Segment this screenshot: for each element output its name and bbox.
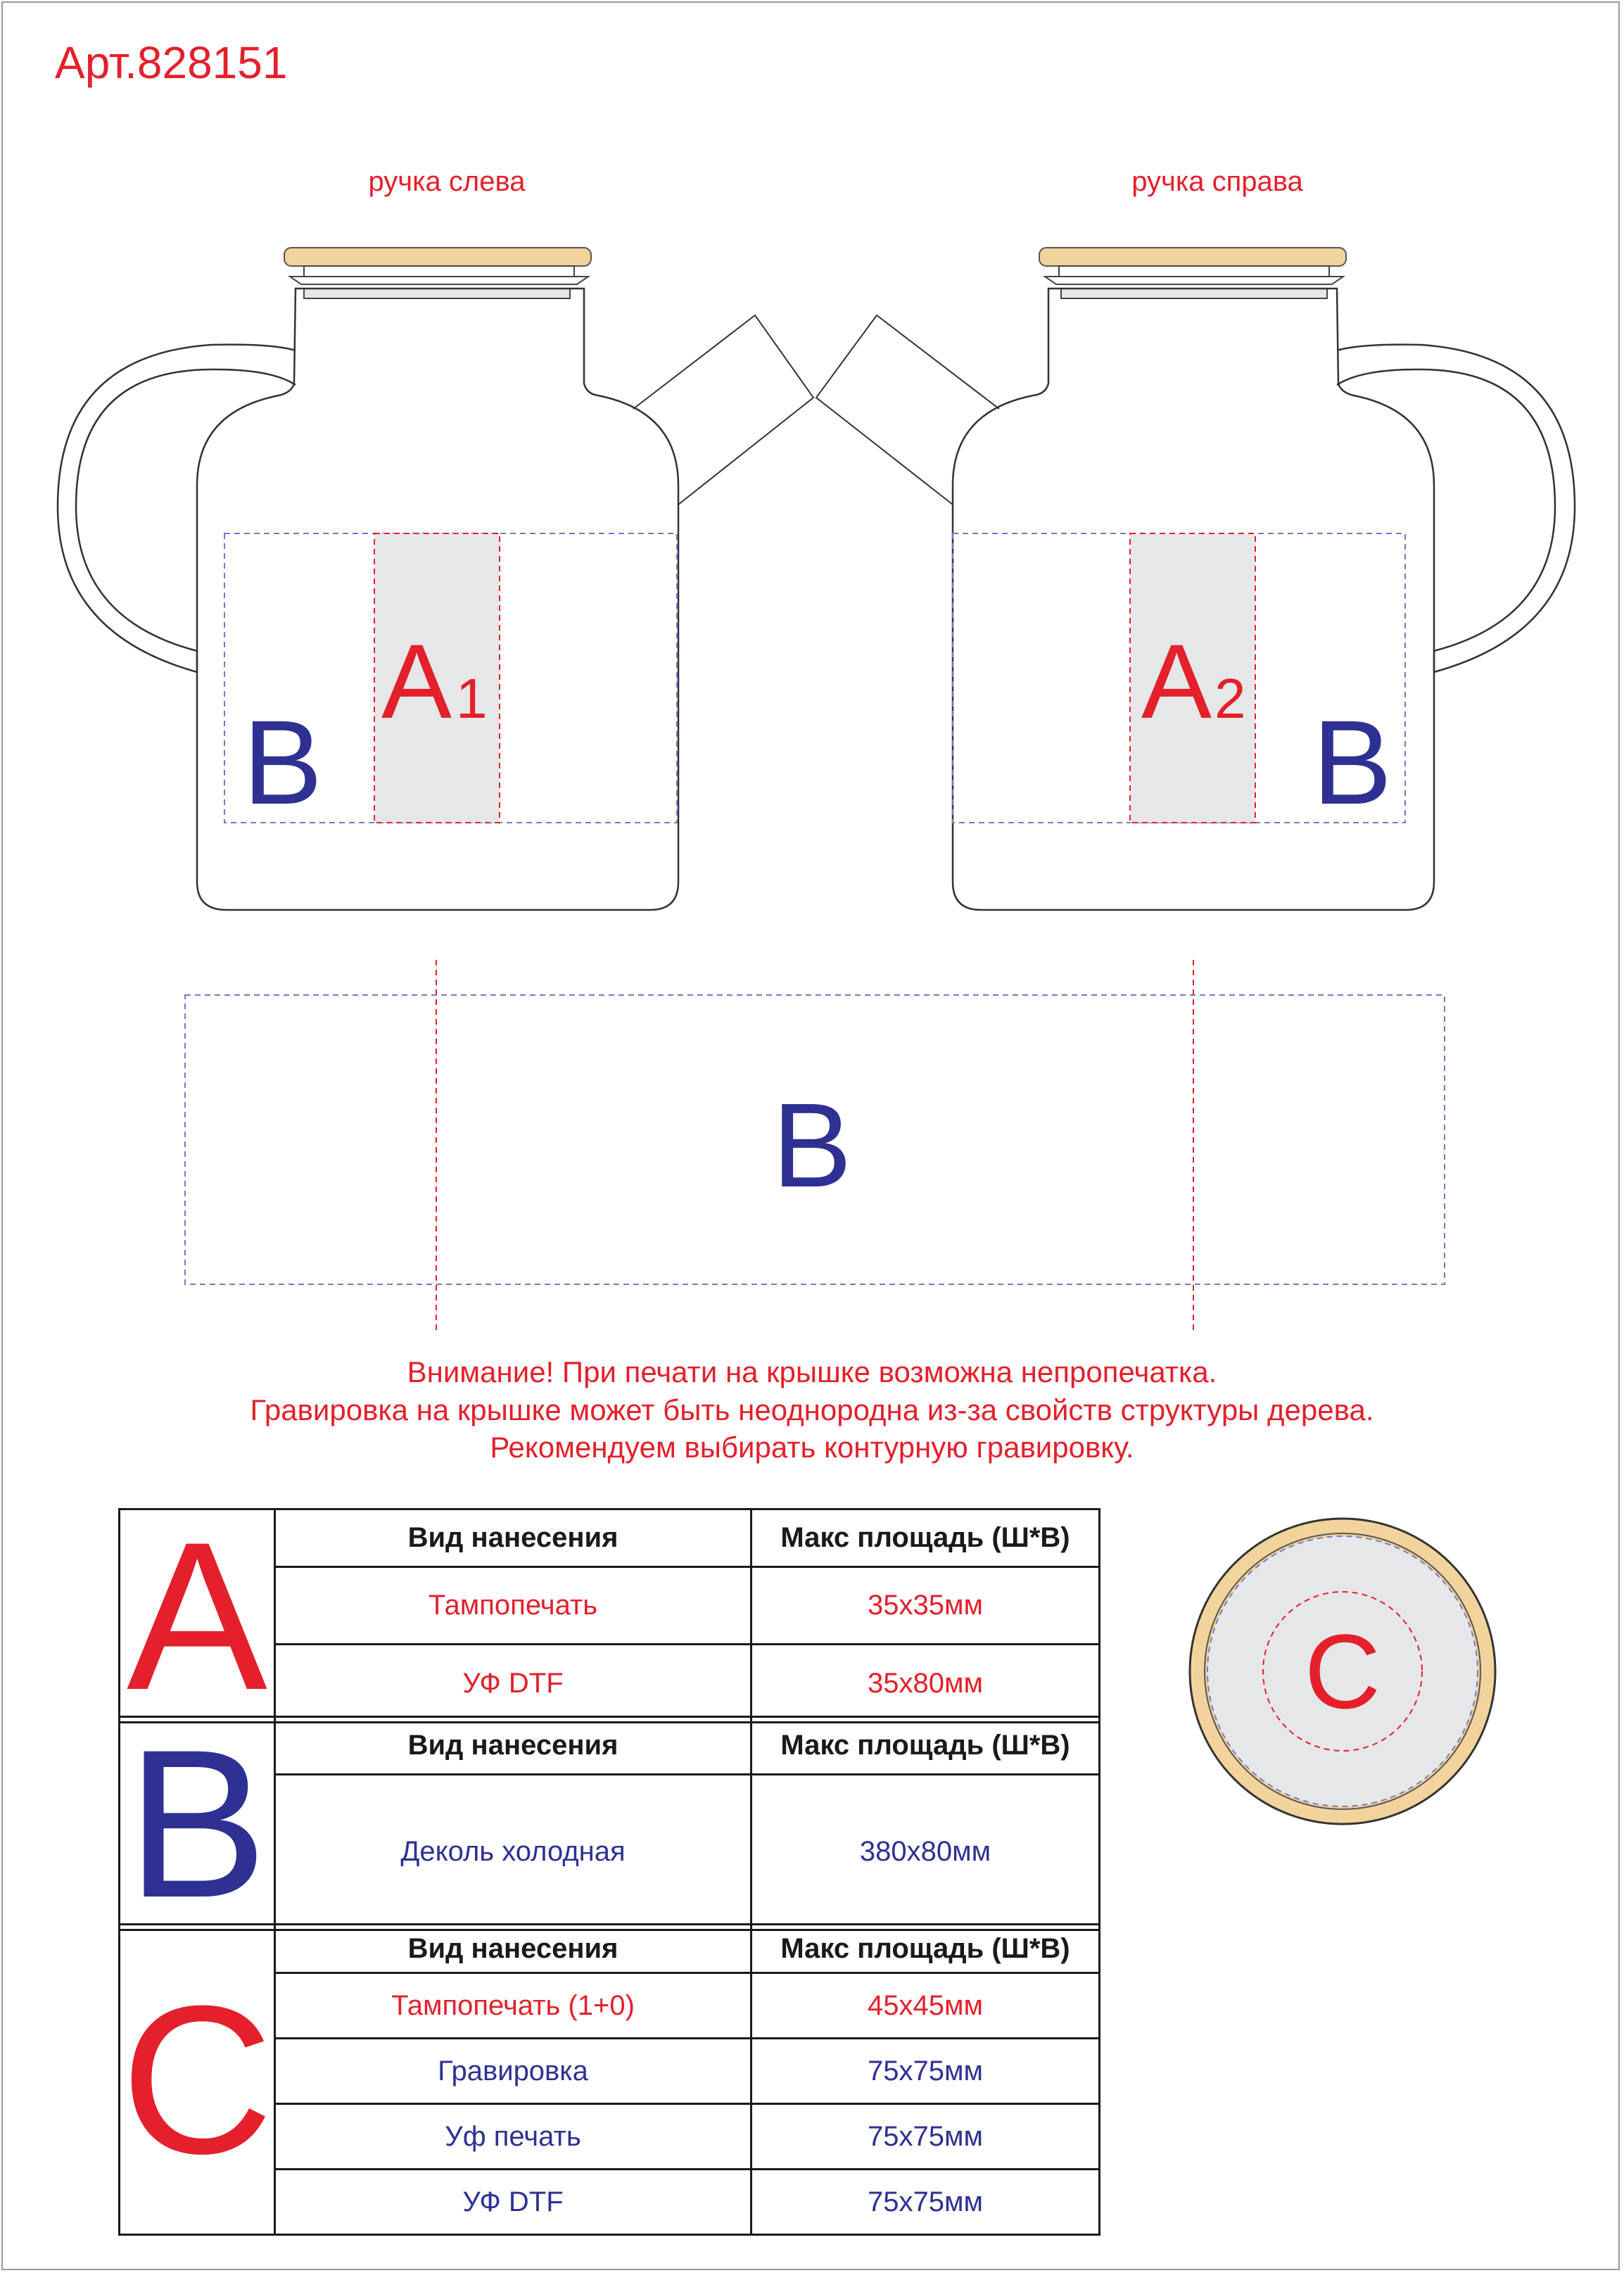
table-a-header-area: Макс площадь (Ш*В) [751,1509,1100,1567]
zone-b-unwrap-label: B [772,1079,852,1213]
jug-right-lid-band [1045,277,1343,284]
zone-b-right-label: B [1312,696,1393,830]
lid-top-view [1188,1517,1497,1826]
article-number: Арт.828151 [55,37,288,88]
jug-right-lid-ring [1059,266,1329,277]
table-a-row-size: 35x80мм [751,1645,1100,1723]
zone-c-label: C [1304,1612,1381,1730]
view-label-handle-right: ручка справа [1131,166,1303,197]
table-c-row-method: Тампопечать (1+0) [275,1973,751,2039]
table-b [118,1705,1100,1942]
table-a-header-method: Вид нанесения [275,1509,751,1567]
table-c-row-method: Гравировка [275,2039,751,2104]
table-a-row-method: УФ DTF [275,1645,751,1723]
zone-a1-label: A [381,622,452,740]
table-b-row-method: Деколь холодная [275,1774,751,1930]
jug-right-lid-seal [1061,289,1327,298]
jug-right [816,248,1575,910]
zone-b-left-label: B [243,696,323,830]
jug-left-spout [633,315,813,505]
table-a [118,1498,1100,1734]
jug-left-lid-ring [304,266,574,277]
jug-right-spout [816,315,999,505]
table-a-letter: A [120,1509,275,1723]
notice-line-1: Внимание! При печати на крышке возможна непропечатка. [407,1355,1217,1388]
jug-left-lid-band [290,277,588,284]
zone-a2-index: 2 [1214,667,1246,730]
table-c-row-method: УФ DTF [275,2170,751,2235]
table-c-row-size: 75x75мм [751,2039,1100,2104]
table-c-letter: C [120,1925,275,2235]
jug-left-lid-wood [284,248,591,266]
table-c-row-size: 45x45мм [751,1973,1100,2039]
zone-a1-index: 1 [456,667,488,730]
table-b-header-method: Вид нанесения [275,1717,751,1775]
notice-line-2: Гравировка на крышке может быть неоднородна из-за свойств структуры дерева. [250,1393,1374,1426]
zone-a2-label: A [1141,622,1212,740]
view-label-handle-left: ручка слева [368,166,526,197]
notice-line-3: Рекомендуем выбирать контурную гравировку. [490,1431,1134,1464]
table-b-header-area: Макс площадь (Ш*В) [751,1717,1100,1775]
table-c-row-size: 75x75мм [751,2104,1100,2170]
jug-left-handle [58,345,296,672]
table-b-letter: B [120,1717,275,1930]
jug-left-lid-seal [304,289,570,298]
table-a-row-method: Тампопечать [275,1566,751,1645]
table-c-row-size: 75x75мм [751,2170,1100,2235]
jug-right-lid-wood [1039,248,1346,266]
table-c-header-area: Макс площадь (Ш*В) [751,1925,1100,1973]
jug-right-handle [1337,345,1575,672]
table-c [118,1923,1100,2236]
jug-left [58,248,813,910]
table-c-header-method: Вид нанесения [275,1925,751,1973]
table-b-row-size: 380x80мм [751,1774,1100,1930]
table-c-row-method: Уф печать [275,2104,751,2170]
table-a-row-size: 35x35мм [751,1566,1100,1645]
